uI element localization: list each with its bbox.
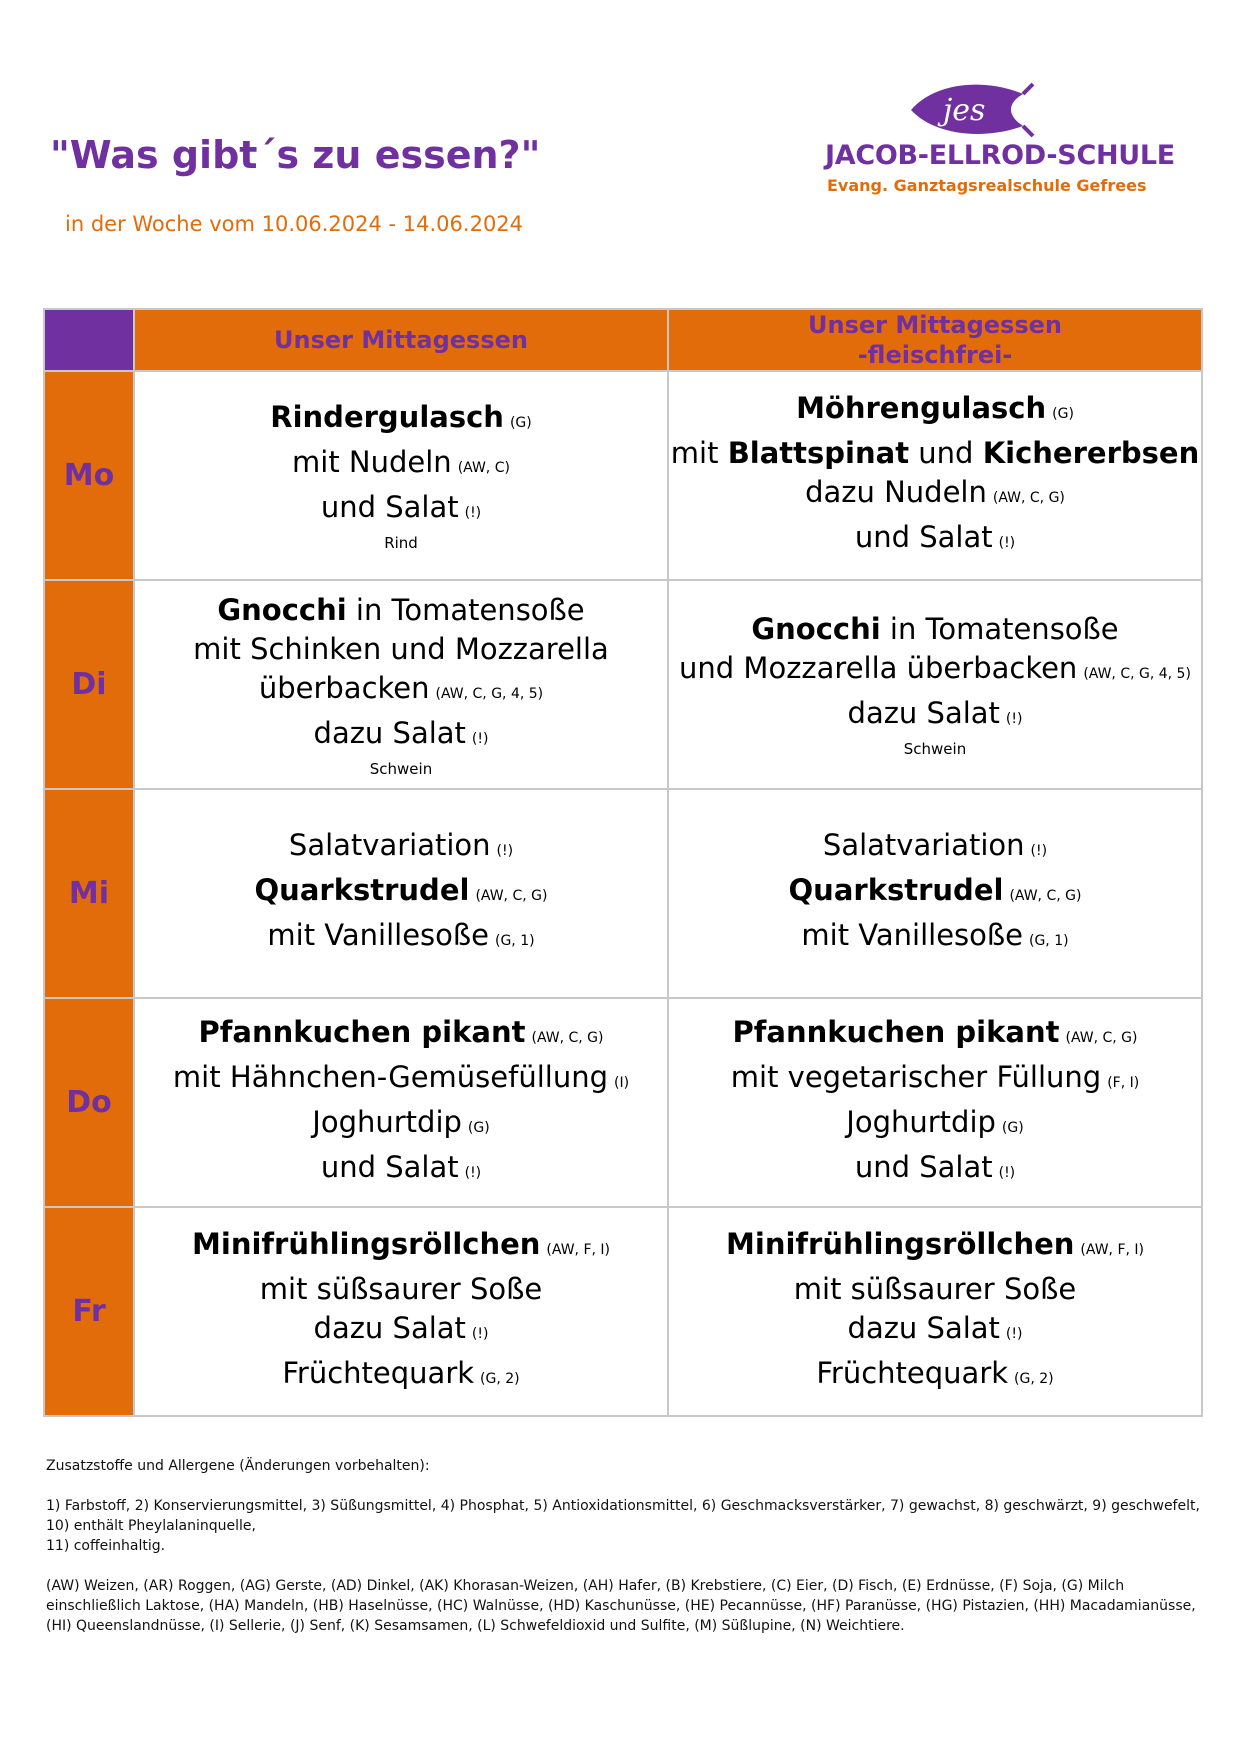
dish-line	[669, 649, 1201, 694]
dish-name: Kichererbsen	[982, 435, 1200, 470]
dish-text: und Salat	[854, 519, 993, 554]
allergen-code: (!)	[1030, 843, 1048, 859]
column-header-vegetarian	[668, 309, 1202, 371]
dish-line	[669, 826, 1201, 871]
menu-row-mi	[44, 789, 1202, 998]
allergen-code: (G, 2)	[1014, 1370, 1054, 1387]
dish-name: Möhrengulasch	[796, 390, 1047, 425]
logo-mark: jes	[943, 93, 986, 128]
dish-line	[135, 488, 667, 533]
dish-line	[135, 916, 667, 961]
allergen-code: (AW, C, G)	[475, 888, 548, 904]
allergen-code: (!)	[471, 730, 489, 747]
dish-line	[669, 610, 1201, 649]
allergen-code: (!)	[998, 534, 1016, 551]
dish-line	[135, 714, 667, 759]
day-label: Mo	[44, 371, 134, 580]
dish-vegetarian	[668, 1207, 1202, 1416]
dish-vegetarian	[668, 998, 1202, 1207]
allergen-code: (!)	[471, 1325, 489, 1342]
dish-text: dazu Salat	[847, 696, 1000, 730]
allergen-code: (AW, F, I)	[546, 1241, 610, 1258]
dish-text: Joghurtdip	[846, 1104, 996, 1139]
allergen-code: (G, 1)	[1029, 933, 1069, 949]
dish-line	[669, 1103, 1201, 1148]
legend-additives: 1) Farbstoff, 2) Konservierungsmittel, 3) Süßungsmittel, 4) Phosphat, 5) Antioxidationsmittel, 6) Geschmacksverstärker, 7) gewachst, 8) geschwärzt, 9) geschwefelt, 10) enthält Pheylalaninquelle,	[46, 1498, 1200, 1534]
legend-additives-2: 11) coffeinhaltig.	[46, 1538, 166, 1554]
dish-line	[135, 1354, 667, 1399]
dish-line	[135, 1013, 667, 1058]
dish-text: und Salat	[854, 1149, 993, 1184]
dish-standard	[134, 580, 668, 789]
dish-line	[669, 1013, 1201, 1058]
dish-line	[135, 826, 667, 871]
dish-vegetarian	[668, 580, 1202, 789]
meat-type-note: Schwein	[903, 740, 967, 758]
dish-text: mit süßsaurer Soße	[793, 1271, 1077, 1306]
dish-line	[135, 398, 667, 443]
school-name: JACOB-ELLROD-SCHULE	[825, 140, 1175, 171]
allergen-code: (!)	[464, 505, 482, 521]
dish-line	[135, 1148, 667, 1193]
dish-line	[669, 389, 1201, 434]
dish-name: Pfannkuchen pikant	[732, 1014, 1060, 1049]
legend-allergens: (AW) Weizen, (AR) Roggen, (AG) Gerste, (AD) Dinkel, (AK) Khorasan-Weizen, (AH) Hafer, (B) Krebstiere, (C) Eier, (D) Fisch, (E) Erdnüsse, (F) Soja, (G) Milch einschließlich Laktose, (HA) Mandeln, (HB) Haselnüsse, (HC) Walnüsse, (HD) Kaschunüsse, (HE) Pecannüsse, (HF) Paranüsse, (HG) Pistazien, (HH) Macadamianüsse, (HI) Queenslandnüsse, (I) Sellerie, (J) Senf, (K) Sesamsamen, (L) Schwefeldioxid und Sulfite, (M) Süßlupine, (N) Weichtiere.	[46, 1578, 1196, 1634]
dish-text: mit Nudeln	[292, 445, 452, 479]
dish-line	[669, 1058, 1201, 1103]
dish-vegetarian	[668, 789, 1202, 998]
dish-line	[135, 1309, 667, 1354]
menu-row-di	[44, 580, 1202, 789]
school-subtitle: Evang. Ganztagsrealschule Gefrees	[827, 176, 1147, 195]
dish-text: Früchtequark	[816, 1355, 1009, 1390]
allergen-code: (AW, C, G)	[992, 489, 1065, 506]
meat-type-note: Rind	[384, 534, 418, 552]
column-header-standard-label: Unser Mittagessen	[274, 326, 528, 354]
dish-line	[135, 630, 667, 669]
dish-text: mit Hähnchen-Gemüsefüllung	[172, 1059, 608, 1094]
dish-line	[135, 591, 667, 630]
menu-row-mo	[44, 371, 1202, 580]
dish-text: Salatvariation	[288, 828, 491, 862]
dish-line	[669, 1354, 1201, 1399]
dish-text: und Salat	[320, 490, 459, 524]
column-header-vegetarian-label: Unser Mittagessen	[808, 311, 1062, 339]
allergen-code: (F, I)	[1107, 1074, 1140, 1091]
dish-text: Früchtequark	[282, 1355, 475, 1390]
dish-line	[669, 1309, 1201, 1354]
dish-line	[135, 871, 667, 916]
dish-text: dazu Salat	[847, 1310, 1000, 1345]
meat-type-note: Schwein	[369, 759, 433, 778]
dish-line	[669, 871, 1201, 916]
allergen-code: (G)	[509, 415, 532, 431]
dish-text: dazu Salat	[313, 1310, 466, 1345]
dish-name: Pfannkuchen pikant	[198, 1014, 526, 1049]
dish-name: Quarkstrudel	[254, 873, 470, 907]
allergen-code: (I)	[614, 1074, 630, 1091]
menu-header-row	[44, 309, 1202, 371]
week-range: in der Woche vom 10.06.2024 - 14.06.2024	[65, 212, 524, 236]
dish-standard	[134, 371, 668, 580]
menu-table	[43, 308, 1203, 1417]
dish-text: mit süßsaurer Soße	[259, 1271, 543, 1306]
dish-name: Gnocchi	[217, 592, 347, 627]
page-title: "Was gibt´s zu essen?"	[50, 133, 541, 177]
dish-line	[669, 1225, 1201, 1270]
dish-vegetarian	[668, 371, 1202, 580]
dish-text: überbacken	[258, 670, 430, 705]
dish-line	[135, 1058, 667, 1103]
allergen-code: (AW, C, G, 4, 5)	[1083, 666, 1191, 682]
dish-line	[669, 518, 1201, 563]
allergen-code: (!)	[1005, 1325, 1023, 1342]
allergen-code: (G, 2)	[480, 1370, 520, 1387]
dish-line	[135, 443, 667, 488]
dish-text: und Mozzarella überbacken	[679, 651, 1078, 685]
header-corner	[44, 309, 134, 371]
dish-text: mit vegetarischer Füllung	[730, 1059, 1102, 1094]
allergen-code: (G)	[1001, 1119, 1024, 1136]
dish-text: mit Vanillesoße	[801, 918, 1023, 952]
dish-name: Blattspinat	[727, 435, 910, 470]
dish-text: dazu Nudeln	[805, 474, 987, 509]
dish-name: Minifrühlingsröllchen	[726, 1226, 1075, 1261]
allergen-code: (AW, C, G)	[1065, 1029, 1138, 1046]
day-label: Di	[44, 580, 134, 789]
dish-text: mit Schinken und Mozzarella	[193, 631, 609, 666]
menu-row-do	[44, 998, 1202, 1207]
dish-line	[135, 1225, 667, 1270]
dish-line	[669, 916, 1201, 961]
day-label: Do	[44, 998, 134, 1207]
allergen-code: (G, 1)	[495, 933, 535, 949]
column-header-vegetarian-sublabel: -fleischfrei-	[857, 341, 1013, 369]
dish-text: Joghurtdip	[312, 1104, 462, 1139]
column-header-standard	[134, 309, 668, 371]
dish-line	[669, 694, 1201, 739]
allergen-legend	[46, 1456, 1206, 1656]
allergen-code: (G)	[1052, 405, 1074, 422]
dish-line	[135, 1270, 667, 1309]
dish-line	[135, 669, 667, 714]
dish-text: in Tomatensoße	[346, 592, 585, 627]
allergen-code: (!)	[1005, 711, 1023, 727]
dish-text: und Salat	[320, 1149, 459, 1184]
dish-standard	[134, 998, 668, 1207]
dish-line	[669, 473, 1201, 518]
allergen-code: (AW, C, G)	[531, 1029, 604, 1046]
dish-name: Gnocchi	[751, 612, 881, 646]
allergen-code: (AW, C, G, 4, 5)	[435, 685, 544, 702]
dish-text: mit	[670, 435, 728, 470]
allergen-code: (AW, C, G)	[1009, 888, 1082, 904]
dish-text: dazu Salat	[313, 715, 466, 750]
dish-name: Rindergulasch	[270, 400, 504, 434]
legend-heading: Zusatzstoffe und Allergene (Änderungen vorbehalten):	[46, 1458, 430, 1474]
dish-name: Minifrühlingsröllchen	[192, 1226, 541, 1261]
allergen-code: (!)	[998, 1164, 1016, 1181]
day-label: Fr	[44, 1207, 134, 1416]
dish-line	[135, 1103, 667, 1148]
allergen-code: (AW, C)	[457, 460, 510, 476]
dish-line	[669, 434, 1201, 473]
dish-text: Salatvariation	[822, 828, 1025, 862]
dish-name: Quarkstrudel	[788, 873, 1004, 907]
dish-standard	[134, 789, 668, 998]
day-label: Mi	[44, 789, 134, 998]
allergen-code: (!)	[464, 1164, 482, 1181]
menu-row-fr	[44, 1207, 1202, 1416]
dish-text: und	[909, 435, 983, 470]
dish-text: in Tomatensoße	[880, 612, 1119, 646]
dish-line	[669, 1148, 1201, 1193]
dish-standard	[134, 1207, 668, 1416]
dish-text: mit Vanillesoße	[267, 918, 489, 952]
fish-logo-icon	[905, 80, 1035, 138]
allergen-code: (AW, F, I)	[1080, 1241, 1144, 1258]
allergen-code: (G)	[467, 1119, 490, 1136]
allergen-code: (!)	[496, 843, 514, 859]
dish-line	[669, 1270, 1201, 1309]
school-logo	[810, 80, 1175, 200]
